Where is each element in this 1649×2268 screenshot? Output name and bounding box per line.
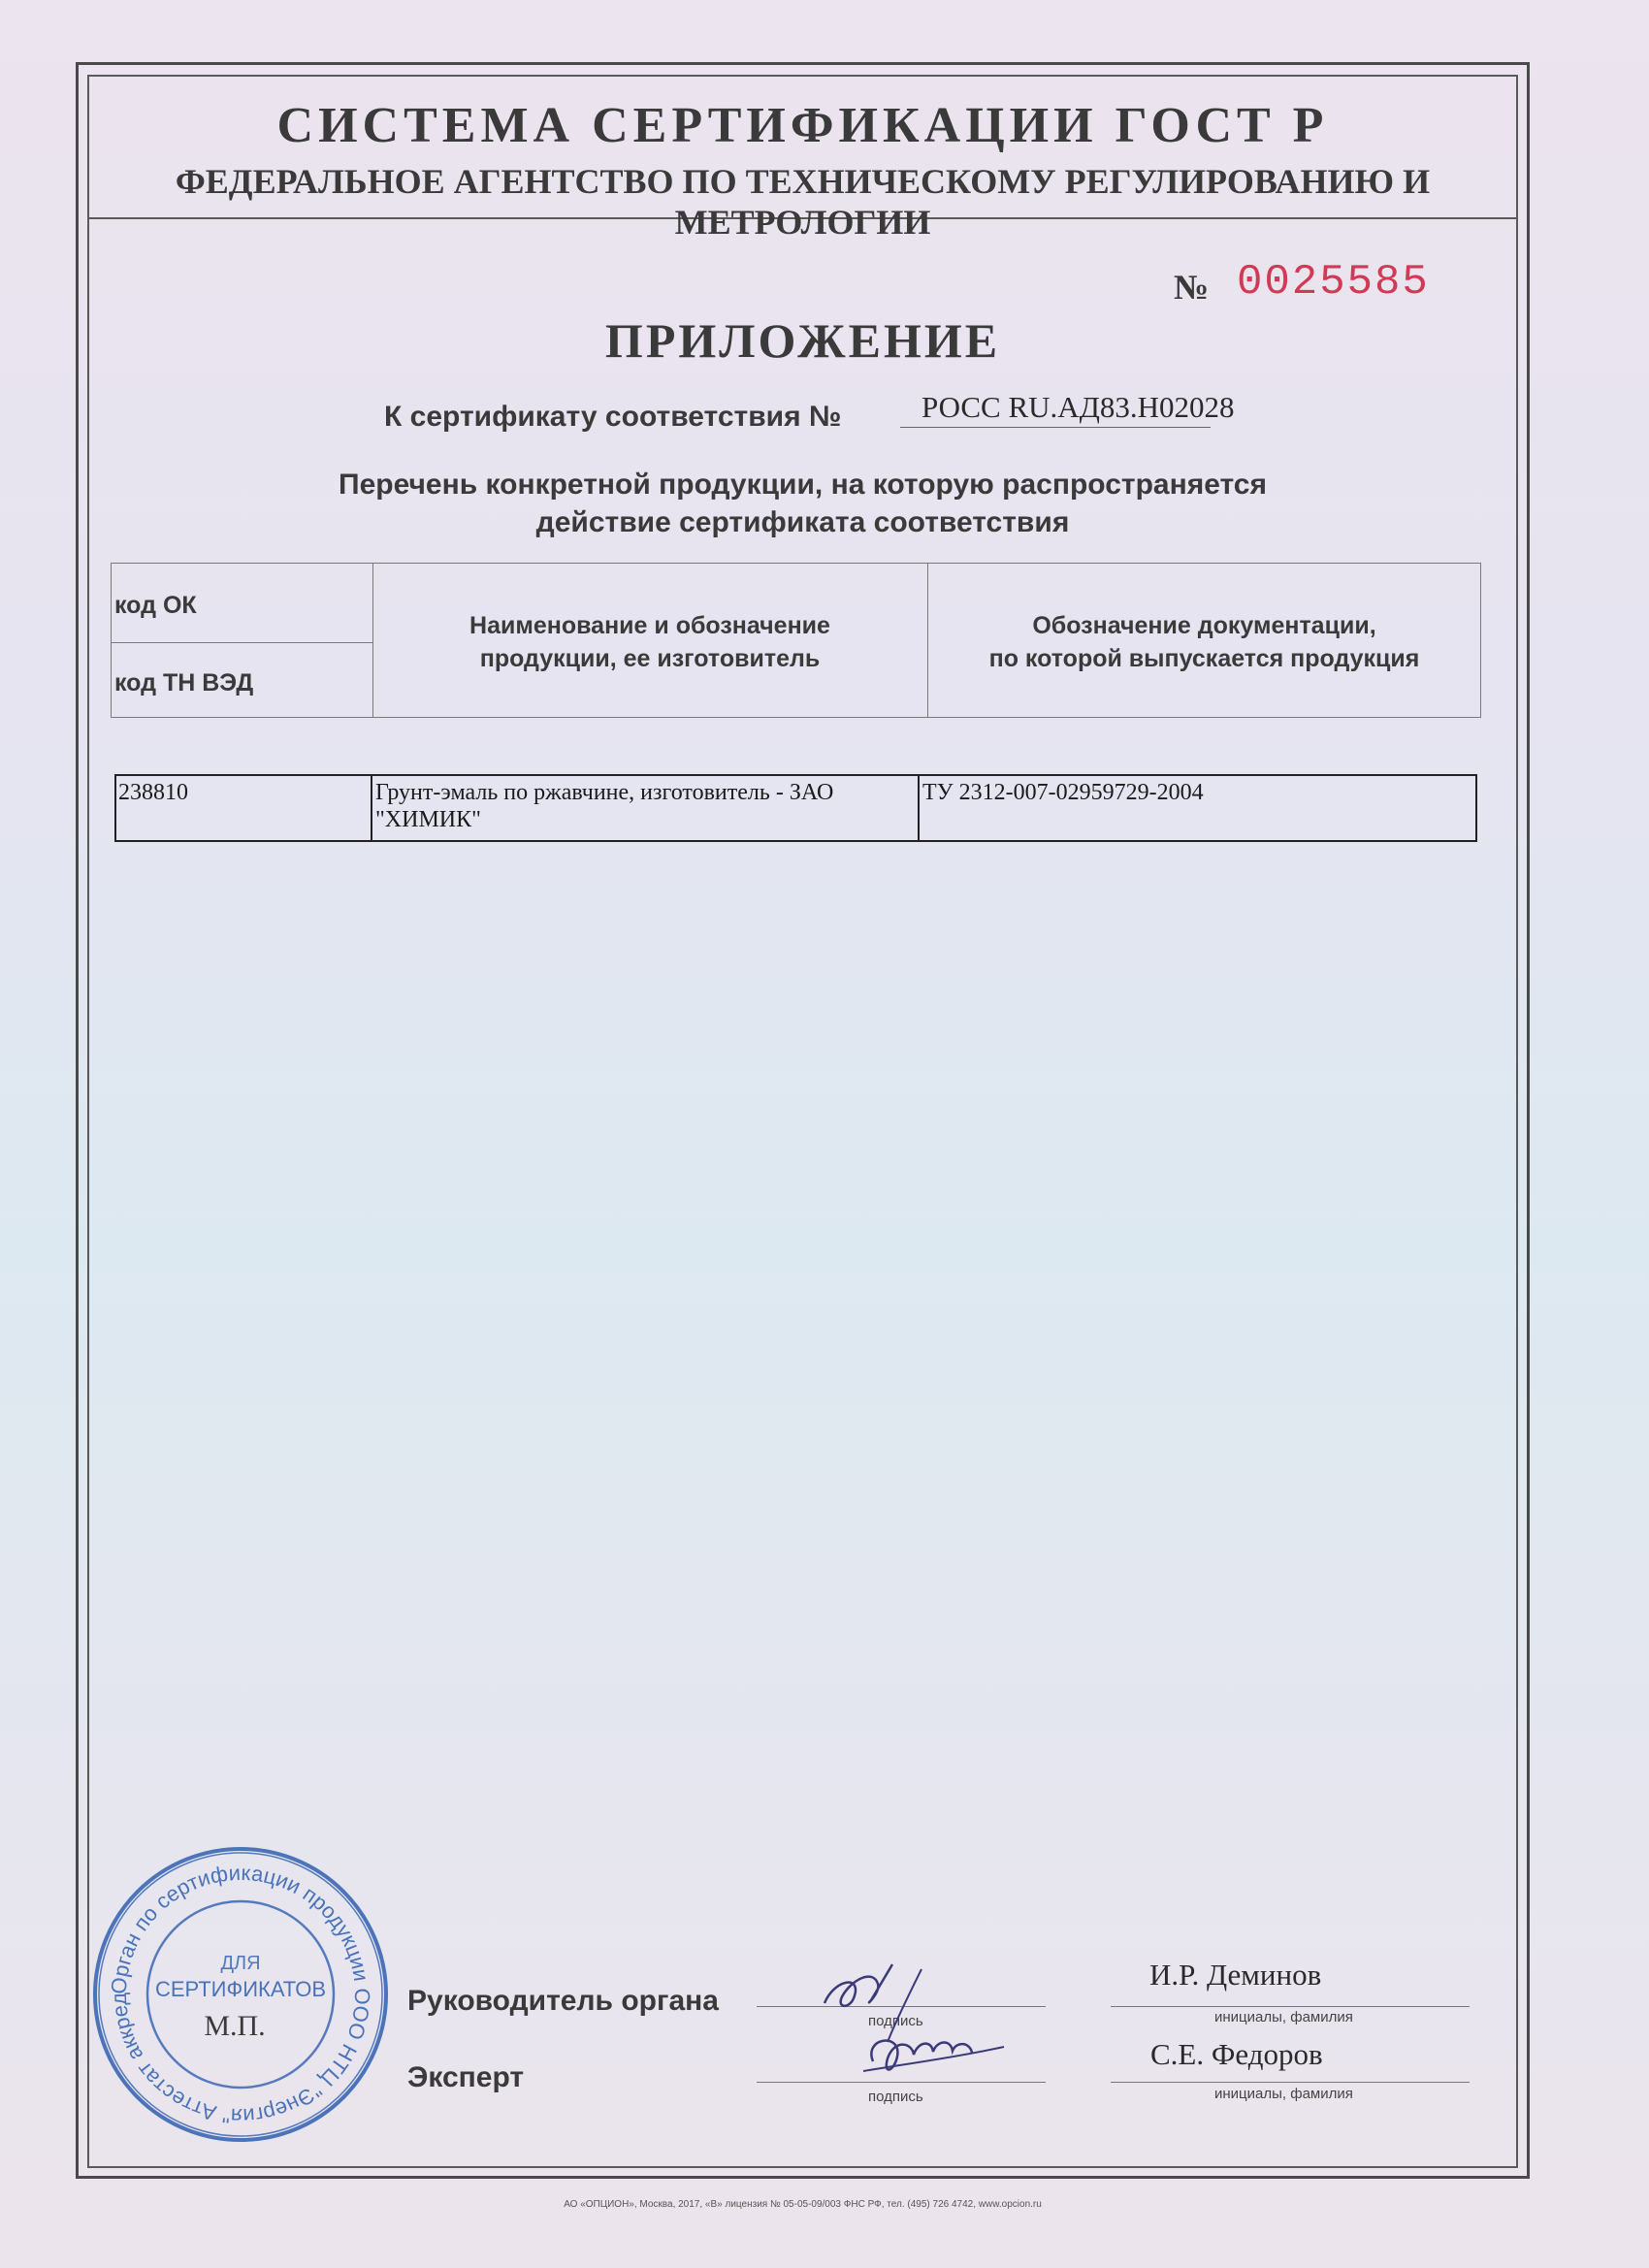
organization-stamp [89,1843,392,2146]
data-table-divider [918,774,920,842]
certificate-number: РОСС RU.АД83.Н02028 [922,390,1235,424]
certificate-underline [900,427,1211,428]
expert-label: Эксперт [407,2061,525,2093]
product-name-header [372,609,927,675]
stamp-center-line1: ДЛЯ [220,1953,261,1974]
product-name-header-line1: Наименование и обозначение [469,612,830,639]
documentation-header [927,609,1481,675]
documentation-header-line2: по которой выпускается продукция [988,645,1420,672]
head-name: И.Р. Деминов [1149,1958,1322,1992]
system-title: СИСТЕМА СЕРТИФИКАЦИИ ГОСТ Р [276,98,1329,153]
code-tn-ved-header: код ТН ВЭД [114,669,254,697]
head-signature-caption: подпись [868,2013,923,2029]
stamp-ring-text: Орган по сертификации продукции ООО НТЦ "Энергия" Аттестат аккред [106,1860,375,2129]
product-name-header-line2: продукции, ее изготовитель [479,645,821,672]
code-ok-header: код ОК [114,592,197,619]
agency-title: ФЕДЕРАЛЬНОЕ АГЕНТСТВО ПО ТЕХНИЧЕСКОМУ РЕГУЛИРОВАНИЮ И МЕТРОЛОГИИ [175,162,1431,242]
data-table-divider [371,774,372,842]
documentation-header-line1: Обозначение документации, [1032,612,1376,639]
mp-label: М.П. [204,2010,266,2042]
row-code: 238810 [118,780,188,805]
list-title-line1: Перечень конкретной продукции, на которую распространяется [339,469,1267,501]
handwritten-signatures [805,1950,1028,2095]
form-number-label: № [1174,268,1210,307]
expert-name: С.Е. Федоров [1150,2037,1323,2071]
list-title-line2: действие сертификата соответствия [535,506,1070,538]
row-product-name-line2: "ХИМИК" [375,807,481,832]
form-number: 0025585 [1237,258,1430,307]
appendix-title: ПРИЛОЖЕНИЕ [604,313,1001,368]
certificate-label: К сертификату соответствия № [384,401,842,433]
expert-signature-caption: подпись [868,2089,923,2105]
expert-initials-caption: инициалы, фамилия [1214,2086,1353,2102]
header-table-divider [111,642,372,643]
row-product-name-line1: Грунт-эмаль по ржавчине, изготовитель - ЗАО [375,780,834,805]
stamp-graphic [89,1843,392,2146]
head-of-body-label: Руководитель органа [407,1985,719,2017]
head-name-line [1111,2006,1470,2007]
row-documentation: ТУ 2312-007-02959729-2004 [922,780,1204,805]
expert-name-line [1111,2082,1470,2083]
head-initials-caption: инициалы, фамилия [1214,2009,1353,2025]
printer-footer: АО «ОПЦИОН», Москва, 2017, «В» лицензия № 05-05-09/003 ФНС РФ, тел. (495) 726 4742, www.opcion.ru [564,2199,1042,2210]
row-product-name [375,779,915,833]
stamp-center-line2: СЕРТИФИКАТОВ [154,1977,327,2001]
